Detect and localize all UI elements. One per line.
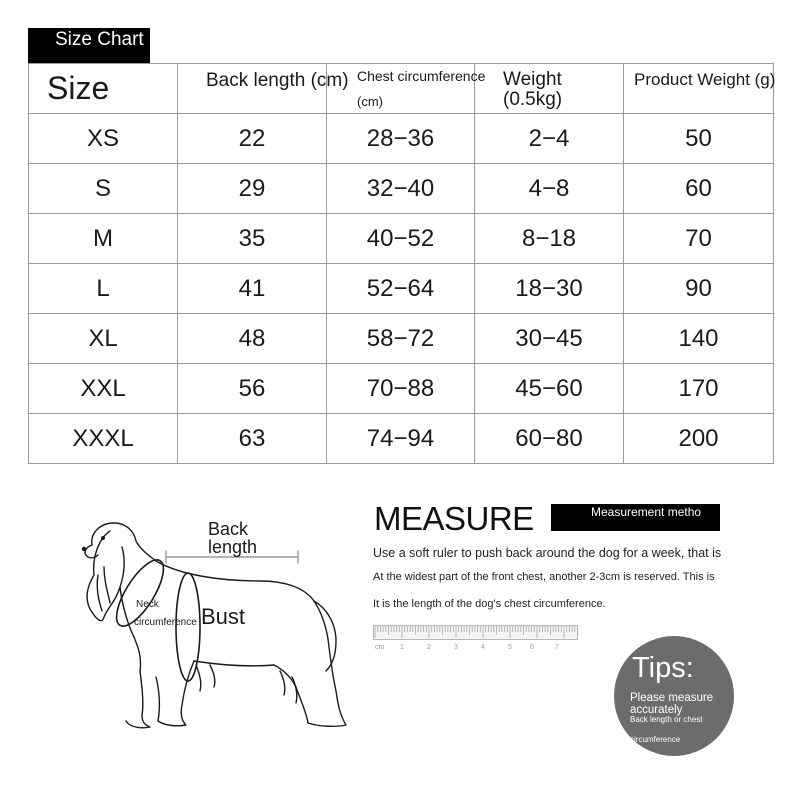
table-row bbox=[29, 364, 774, 414]
ruler-number: 2 bbox=[427, 644, 431, 651]
cell-size: M bbox=[29, 214, 178, 264]
cell-product-weight: 170 bbox=[624, 364, 774, 414]
neck-label-line2: circumference bbox=[134, 617, 197, 628]
header-weight-line1: Weight bbox=[503, 69, 562, 90]
cell-weight: 30−45 bbox=[475, 314, 624, 364]
header-weight bbox=[475, 64, 624, 114]
tips-line2: Back length or chest circumference bbox=[630, 715, 703, 744]
ruler-icon bbox=[373, 625, 578, 651]
size-table bbox=[28, 63, 774, 464]
cell-product-weight: 200 bbox=[624, 414, 774, 464]
cell-back-length: 56 bbox=[178, 364, 327, 414]
cell-chest: 58−72 bbox=[327, 314, 475, 364]
ruler-number: 3 bbox=[454, 644, 458, 651]
cell-size: L bbox=[29, 264, 178, 314]
table-header-row bbox=[29, 64, 774, 114]
ruler-number: 4 bbox=[481, 644, 485, 651]
cell-size: XXXL bbox=[29, 414, 178, 464]
header-chest-line1: Chest circumference bbox=[357, 68, 486, 84]
measurement-method-tag: Measurement metho bbox=[551, 504, 720, 531]
table-row bbox=[29, 414, 774, 464]
cell-product-weight: 60 bbox=[624, 164, 774, 214]
cell-product-weight: 50 bbox=[624, 114, 774, 164]
table-row bbox=[29, 264, 774, 314]
cell-size: S bbox=[29, 164, 178, 214]
ruler-number: 5 bbox=[508, 644, 512, 651]
header-weight-line2: (0.5kg) bbox=[503, 89, 563, 110]
cell-weight: 18−30 bbox=[475, 264, 624, 314]
cell-back-length: 22 bbox=[178, 114, 327, 164]
size-chart-tag: Size Chart bbox=[28, 28, 150, 63]
cell-back-length: 29 bbox=[178, 164, 327, 214]
cell-size: XXL bbox=[29, 364, 178, 414]
cell-back-length: 63 bbox=[178, 414, 327, 464]
tips-badge bbox=[614, 636, 734, 756]
cell-weight: 4−8 bbox=[475, 164, 624, 214]
cell-chest: 28−36 bbox=[327, 114, 475, 164]
cell-chest: 74−94 bbox=[327, 414, 475, 464]
header-size: Size bbox=[29, 64, 178, 114]
back-length-label: Back length bbox=[208, 519, 258, 557]
cell-size: XS bbox=[29, 114, 178, 164]
neck-label-line1: Neck bbox=[136, 599, 159, 610]
ruler-number: 6 bbox=[530, 644, 534, 651]
measure-title: MEASURE bbox=[374, 500, 534, 537]
ruler-number: 7 bbox=[555, 644, 559, 651]
table-row bbox=[29, 164, 774, 214]
table-row bbox=[29, 214, 774, 264]
cell-product-weight: 90 bbox=[624, 264, 774, 314]
table-row bbox=[29, 114, 774, 164]
cell-weight: 45−60 bbox=[475, 364, 624, 414]
cell-product-weight: 70 bbox=[624, 214, 774, 264]
tips-line1: Please measure accurately bbox=[630, 692, 714, 716]
cell-chest: 70−88 bbox=[327, 364, 475, 414]
cell-chest: 32−40 bbox=[327, 164, 475, 214]
cell-back-length: 48 bbox=[178, 314, 327, 364]
ruler-number: 1 bbox=[400, 644, 404, 651]
header-chest-circumference bbox=[327, 64, 486, 114]
table-row bbox=[29, 314, 774, 364]
measure-instruction-line2: At the widest part of the front chest, another 2-3cm is reserved. This is bbox=[373, 571, 715, 583]
cell-weight: 60−80 bbox=[475, 414, 624, 464]
ruler-unit-label: cm bbox=[375, 644, 385, 651]
cell-back-length: 35 bbox=[178, 214, 327, 264]
measure-instruction-line3: It is the length of the dog's chest circumference. bbox=[373, 598, 606, 610]
header-back-length: Back length (cm) bbox=[178, 64, 327, 114]
measure-instruction-line1: Use a soft ruler to push back around the dog for a week, that is bbox=[373, 546, 722, 560]
cell-weight: 8−18 bbox=[475, 214, 624, 264]
cell-product-weight: 140 bbox=[624, 314, 774, 364]
bust-label: Bust bbox=[201, 604, 246, 629]
cell-chest: 52−64 bbox=[327, 264, 475, 314]
tips-title: Tips: bbox=[632, 652, 694, 684]
cell-back-length: 41 bbox=[178, 264, 327, 314]
cell-size: XL bbox=[29, 314, 178, 364]
cell-weight: 2−4 bbox=[475, 114, 624, 164]
header-product-weight: Product Weight (g) bbox=[624, 64, 774, 114]
cell-chest: 40−52 bbox=[327, 214, 475, 264]
header-chest-line2: (cm) bbox=[357, 94, 383, 109]
